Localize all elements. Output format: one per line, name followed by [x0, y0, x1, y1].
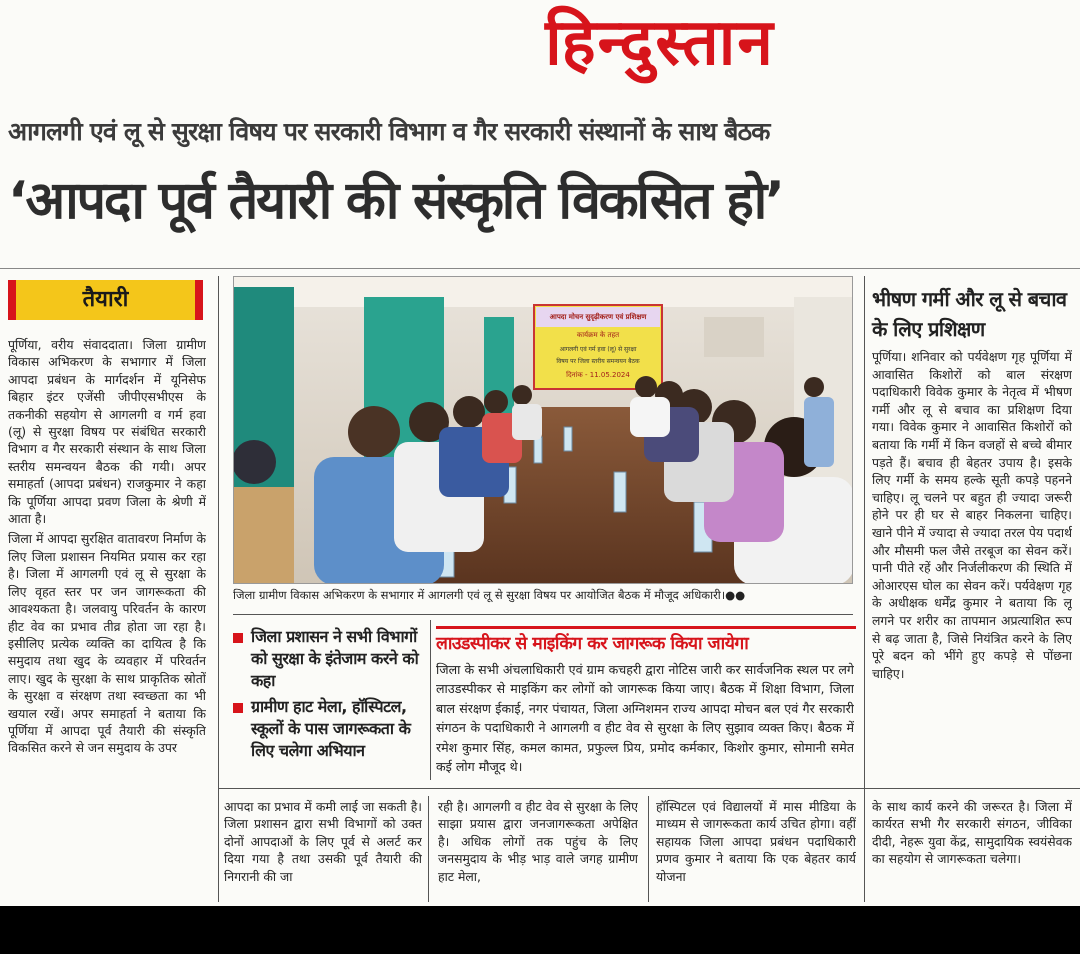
section-tag-label: तैयारी [82, 287, 129, 312]
column-rule [218, 276, 219, 902]
paragraph: जिला में आपदा सुरक्षित वातावरण निर्माण के लिए जिला प्रशासन नियमित प्रयास कर रहा है। जिला में आगलगी एवं लू से सुरक्षा के लिए वृहत स्तर पर जन जागरूकता की आवश्यकता है। जलवायु परिवर्तन के कारण हीट वेव का प्रभाव तीव्र होता जा रहा है। इसीलिए प्रत्येक व्यक्ति का दायित्व है कि समुदाय तथा खुद के व्यवहार में परिवर्तन लाए। खुद के सुरक्षा के साथ प्राकृतिक स्रोतों के सुरक्षा व संरक्षण तथा स्वच्छता का भी खयाल रखें। अपर समाहर्ता ने बताया कि पूर्णिया में आपदा पूर्व तैयारी की संस्कृति विकसित करने से जन समुदाय के उपर [8, 531, 206, 756]
banner-line: विषय पर जिला स्तरीय समन्वयन बैठक [556, 358, 640, 365]
highlights-box [233, 626, 429, 776]
section-tag [8, 280, 203, 320]
banner-line: दिनांक - 11.05.2024 [566, 371, 630, 379]
highlight-item [233, 696, 429, 762]
photo-illustration [234, 277, 853, 584]
masthead-logo: हिन्दुस्तान [545, 5, 775, 80]
sidebar-title: भीषण गर्मी और लू से बचाव के लिए प्रशिक्षण [872, 287, 1067, 341]
column-rule [864, 276, 865, 902]
column-1-text [8, 336, 206, 902]
bottom-column-3: हॉस्पिटल एवं विद्यालयों में मास मीडिया के माध्यम से जागरूकता कार्य उचित होगा। वहीं सहायक जिला आपदा प्रबंधन पदाधिकारी प्रणव कुमार ने बताया कि एक बेहतर कार्य योजना [656, 799, 856, 884]
kicker-headline: आगलगी एवं लू से सुरक्षा विषय पर सरकारी विभाग व गैर सरकारी संस्थानों के साथ बैठक [8, 117, 770, 146]
highlight-item [233, 626, 429, 692]
column-rule [428, 796, 429, 902]
divider [218, 788, 864, 789]
column-rule [430, 620, 431, 780]
main-headline: ‘आपदा पूर्व तैयारी की संस्कृति विकसित हो’ [8, 171, 783, 231]
divider [0, 268, 1080, 269]
bottom-column-4: के साथ कार्य करने की जरूरत है। जिला में कार्यरत सभी गैर सरकारी संगठन, जीविका दीदी, नेहरू युवा केंद्र, सामुदायिक स्वयंसेवक का सहयोग से जागरूकता चलेगा। [872, 799, 1072, 867]
meeting-photo [233, 276, 853, 584]
masthead [0, 0, 1080, 108]
bottom-column-1: आपदा का प्रभाव में कमी लाई जा सकती है। जिला प्रशासन द्वारा सभी विभागों को उक्त दोनों आपदाओं के लिए पूर्व से अलर्ट कर दिया गया है तथा उसकी पूर्व तैयारी की निगरानी की जा [224, 799, 422, 884]
bullet-square-icon [233, 633, 243, 643]
sub-story-text: जिला के सभी अंचलाधिकारी एवं ग्राम कचहरी द्वारा नोटिस जारी कर सार्वजनिक स्थल पर लगे लाउडस्पीकर से माइकिंग कर लोगों को जागरूक किया जाए। बैठक में शिक्षा विभाग, जिला बाल संरक्षण ईकाई, नगर पंचायत, जिला अग्निशमन राज्य आपदा मोचन बल एवं गैर सरकारी संगठन के पदाधिकारी ने आगलगी व हीट वेव से सुरक्षा के लिए सुझाव व्यक्त किए। बैठक में रमेश कुमार सिंह, कमल कामत, प्रफुल्ल प्रिय, प्रमोद कर्मकार, किशोर कुमार, सोमानी समेत कई लोग मौजूद थे। [436, 662, 854, 775]
bottom-bar [0, 906, 1080, 954]
column-rule [648, 796, 649, 902]
divider [864, 788, 1080, 789]
banner-line: आगलगी एवं गर्म हवा (लू) से सुरक्षा [559, 346, 637, 353]
sub-headline: लाउडस्पीकर से माइकिंग कर जागरूक किया जायेगा [436, 626, 856, 656]
highlight-text: ग्रामीण हाट मेला, हॉस्पिटल, स्कूलों के पास जागरूकता के लिए चलेगा अभियान [251, 697, 411, 760]
divider [233, 614, 853, 615]
highlight-text: जिला प्रशासन ने सभी विभागों को सुरक्षा के इंतेजाम करने को कहा [251, 627, 419, 690]
banner-line: कार्यक्रम के तहत [576, 331, 620, 339]
paragraph: पूर्णिया, वरीय संवाददाता। जिला ग्रामीण विकास अभिकरण के सभागार में जिला आपदा प्रबंधन के मार्गदर्शन में यूनिसेफ बिहार इंटर एजेंसी जीपीएसभीएस के तकनीकी सहयोग से आगलगी व गर्म हवा (लू) से सुरक्षा विषय पर संबंधित सरकारी विभाग व गैर सरकारी संस्थान के साथ जिला स्तरीय समन्वयन बैठक की गयी। अपर समाहर्ता (आपदा प्रबंधन) राजकुमार ने कहा कि पूर्णिया आपदा प्रवण जिला के श्रेणी में आता है। [8, 337, 206, 527]
banner-line: आपदा मोचन सुदृढ़ीकरण एवं प्रशिक्षण [549, 313, 647, 321]
bullet-square-icon [233, 703, 243, 713]
bottom-column-2: रही है। आगलगी व हीट वेव से सुरक्षा के लिए साझा प्रयास द्वारा जनजागरूकता अपेक्षित है। अधिक लोगों तक पहुंच के लिए जनसमुदाय के भीड़ भाड़ वाले जगह ग्रामीण हाट मेला, [438, 799, 638, 884]
sidebar-text: पूर्णिया। शनिवार को पर्यवेक्षण गृह पूर्णिया में आवासित किशोरों को बाल संरक्षण पदाधिकारी विवेक कुमार के नेतृत्व में भीषण गर्मी और लू से बचाव का प्रशिक्षण दिया गया। विवेक कुमार ने आवासित किशोरों को बताया कि गर्मी में किन वजहों से बच्चे बीमार पड़ते हैं। बचाव ही बेहतर उपाय है। इसके लिए गर्मी के समय हल्के सूती कपड़े पहनने चाहिए। लू चलने पर बहुत ही ज्यादा जरूरी होने पर ही घर से बाहर निकलना चाहिए। खाने पीने में ज्यादा से ज्यादा तरल पेय पदार्थ और मौसमी फल जैसे तरबूज का सेवन करें। पानी पीते रहें और निर्जलीकरण की स्थिति में ओआरएस घोल का सेवन करें। पर्यवेक्षण गृह के अधीक्षक धर्मेंद्र कुमार ने बताया कि लू लगने पर शरीर का तापमान अप्रत्याशित रूप से बढ़ जाता है, जिसे नियंत्रित करने के लिए पूरे बदन को भींगे हुए कपड़े से पोंछना चाहिए। [872, 349, 1072, 681]
photo-caption: जिला ग्रामीण विकास अभिकरण के सभागार में आगलगी एवं लू से सुरक्षा विषय पर आयोजित बैठक में मौजूद अधिकारी।●● [233, 588, 746, 602]
